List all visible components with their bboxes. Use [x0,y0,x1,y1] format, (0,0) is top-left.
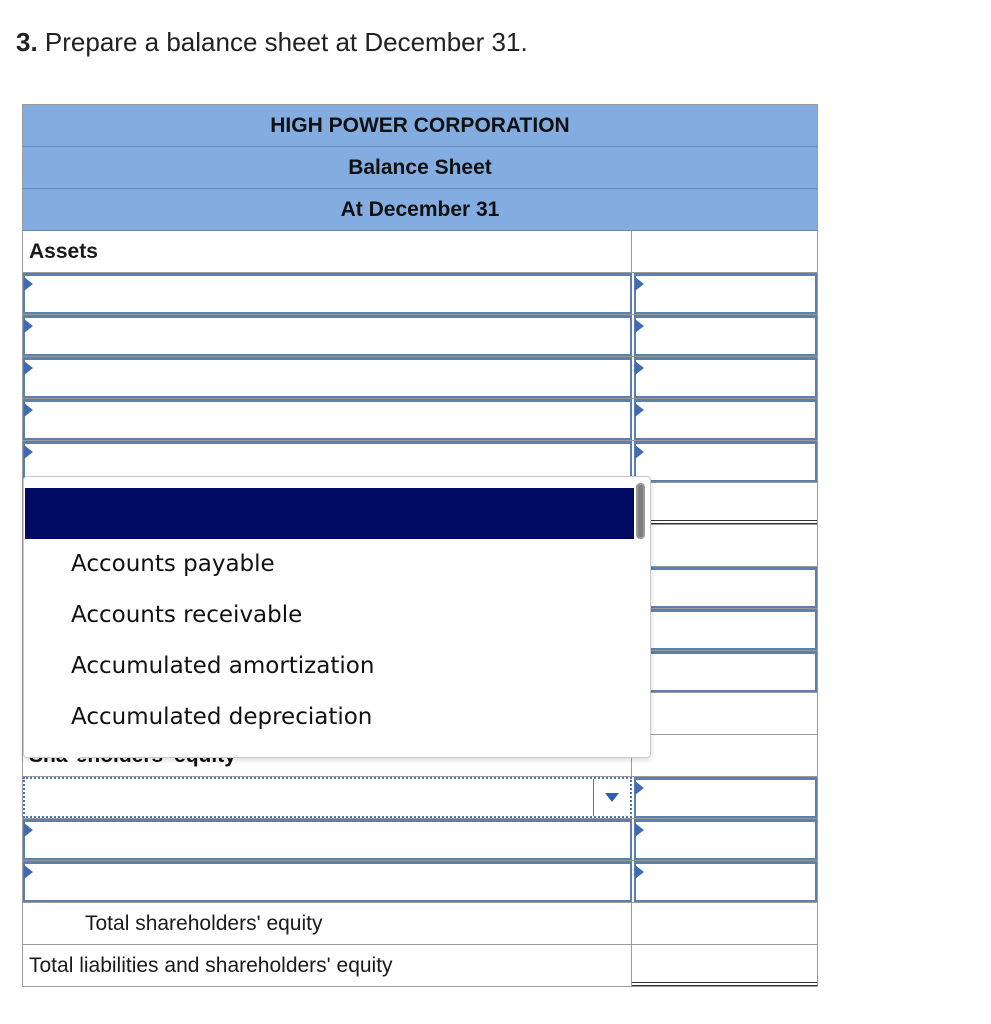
row-marker-icon [635,445,644,459]
row-marker-icon [635,277,644,291]
row-marker-icon [635,781,644,795]
total-equity-label: Total shareholders' equity [23,903,632,944]
account-select[interactable] [23,861,632,902]
account-dropdown-list[interactable] [23,476,651,758]
row-marker-icon [24,865,33,879]
total-liabilities-equity-row [23,945,817,987]
question-number: 3. [16,27,38,57]
equity-row-2 [23,819,817,861]
amount-cell [632,525,817,566]
amount-cell [632,693,817,734]
amount-cell [632,945,817,986]
dropdown-option-accumulated-amortization[interactable]: Accumulated amortization [71,653,375,679]
amount-input[interactable] [634,567,817,608]
dropdown-selected-option[interactable] [25,488,634,539]
row-marker-icon [635,361,644,375]
amount-cell [632,231,817,272]
row-marker-icon [635,319,644,333]
amount-cell [632,735,817,776]
account-select[interactable] [23,315,632,356]
total-liabilities-equity-label: Total liabilities and shareholders' equity [23,945,632,986]
dropdown-option-accumulated-depreciation[interactable]: Accumulated depreciation [71,704,373,730]
dropdown-pointer [62,755,82,765]
amount-input[interactable] [634,273,817,314]
row-marker-icon [24,319,33,333]
statement-title-header: Balance Sheet [23,147,817,189]
row-marker-icon [24,277,33,291]
question-prompt: Prepare a balance sheet at December 31. [44,27,528,57]
account-select[interactable] [23,357,632,398]
amount-input[interactable] [634,777,817,818]
row-marker-icon [24,361,33,375]
assets-label: Assets [23,231,632,272]
asset-row-4 [23,399,817,441]
total-equity-row [23,903,817,945]
amount-input[interactable] [634,651,817,692]
row-marker-icon [635,823,644,837]
statement-date-header: At December 31 [23,189,817,231]
row-marker-icon [635,865,644,879]
assets-heading-row [23,231,817,273]
amount-cell [632,903,817,944]
chevron-down-icon[interactable] [593,779,630,816]
amount-input[interactable] [634,399,817,440]
row-marker-icon [24,403,33,417]
equity-row-3 [23,861,817,903]
amount-input[interactable] [634,819,817,860]
amount-input[interactable] [634,609,817,650]
asset-row-2 [23,315,817,357]
equity-row-1 [23,777,817,819]
asset-row-3 [23,357,817,399]
amount-input[interactable] [634,861,817,902]
row-marker-icon [24,445,33,459]
dropdown-option-accounts-receivable[interactable]: Accounts receivable [71,602,303,628]
question-text [16,27,528,58]
row-marker-icon [24,823,33,837]
dropdown-scrollbar[interactable] [636,483,645,539]
account-select[interactable] [23,819,632,860]
amount-input[interactable] [634,441,817,482]
company-name-header: HIGH POWER CORPORATION [23,105,817,147]
amount-input[interactable] [634,357,817,398]
account-select[interactable] [23,273,632,314]
dropdown-option-accounts-payable[interactable]: Accounts payable [71,551,275,577]
amount-input[interactable] [634,315,817,356]
asset-row-1 [23,273,817,315]
account-select[interactable] [23,399,632,440]
amount-cell [632,483,817,524]
row-marker-icon [635,403,644,417]
account-select-focused[interactable] [23,777,632,818]
